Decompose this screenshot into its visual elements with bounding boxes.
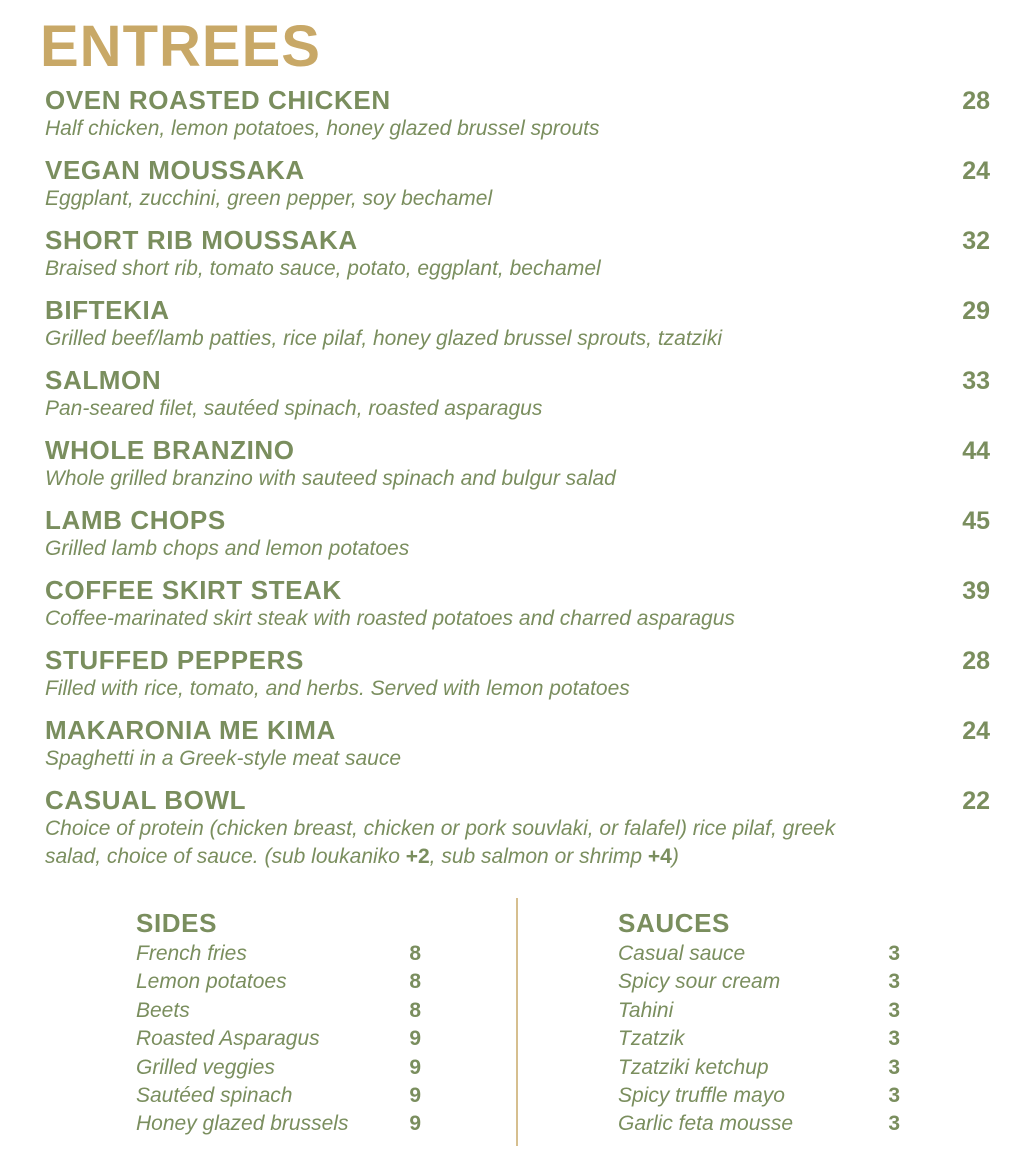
menu-item-description: Grilled beef/lamb patties, rice pilaf, honey glazed brussel sprouts, tzatziki [45, 327, 722, 350]
list-item [618, 1054, 900, 1082]
menu-item-casual-bowl [45, 784, 990, 871]
page-title: ENTREES [40, 14, 321, 79]
menu-item-price: 28 [962, 87, 990, 115]
side-price: 9 [409, 1055, 421, 1079]
menu-item [45, 714, 990, 773]
list-item [618, 940, 900, 968]
surcharge-loukaniko: +2 [405, 845, 430, 868]
menu-item-name: STUFFED PEPPERS [45, 645, 304, 675]
side-price: 9 [409, 1112, 421, 1136]
menu-item-price: 22 [962, 787, 990, 815]
list-item [136, 1054, 421, 1082]
surcharge-salmon-shrimp: +4 [647, 845, 672, 868]
menu-item-description: Eggplant, zucchini, green pepper, soy bechamel [45, 187, 493, 210]
menu-item-name: SALMON [45, 365, 162, 395]
menu-item-description: Spaghetti in a Greek-style meat sauce [45, 747, 402, 770]
menu-item-price: 24 [962, 157, 990, 185]
list-item [618, 1110, 900, 1138]
menu-item-name: SHORT RIB MOUSSAKA [45, 225, 358, 255]
sauce-name: Tahini [618, 998, 674, 1022]
menu-item-name: BIFTEKIA [45, 295, 170, 325]
menu-item-price: 45 [962, 507, 990, 535]
menu-item-price: 24 [962, 717, 990, 745]
sauce-price: 3 [888, 970, 900, 994]
description-line-1: Choice of protein (chicken breast, chicken or pork souvlaki, or falafel) rice pilaf, greek [45, 817, 836, 840]
sauce-name: Garlic feta mousse [618, 1112, 794, 1136]
list-item [136, 968, 421, 996]
menu-item-price: 28 [962, 647, 990, 675]
menu-item-name: VEGAN MOUSSAKA [45, 155, 305, 185]
side-name: Sautéed spinach [136, 1083, 293, 1107]
side-price: 9 [409, 1027, 421, 1051]
entrees-list [45, 84, 990, 882]
sauce-price: 3 [888, 998, 900, 1022]
list-item [136, 1025, 421, 1053]
menu-item [45, 224, 990, 283]
description-text: salad, choice of sauce. (sub loukaniko [45, 845, 406, 868]
side-name: Lemon potatoes [136, 970, 287, 994]
sauce-price: 3 [888, 1112, 900, 1136]
menu-item-description: Coffee-marinated skirt steak with roasted potatoes and charred asparagus [45, 607, 735, 630]
side-name: French fries [136, 942, 247, 965]
side-price: 8 [409, 998, 421, 1022]
side-name: Roasted Asparagus [136, 1027, 320, 1051]
sauce-price: 3 [888, 1027, 900, 1051]
sauces-title: SAUCES [618, 908, 730, 938]
menu-item-description: Grilled lamb chops and lemon potatoes [45, 537, 410, 560]
sauce-name: Tzatziki ketchup [618, 1055, 769, 1079]
list-item [618, 968, 900, 996]
side-name: Honey glazed brussels [136, 1112, 349, 1136]
sauce-name: Spicy sour cream [618, 970, 781, 994]
list-item [136, 997, 421, 1025]
menu-item-price: 33 [962, 367, 990, 395]
menu-item [45, 364, 990, 423]
menu-item [45, 84, 990, 143]
menu-item [45, 294, 990, 353]
menu-item-name: WHOLE BRANZINO [45, 435, 295, 465]
menu-item-price: 44 [962, 437, 990, 465]
sauce-name: Spicy truffle mayo [618, 1083, 785, 1107]
menu-item [45, 644, 990, 703]
menu-item-name: CASUAL BOWL [45, 785, 247, 815]
description-text: , sub salmon or shrimp [429, 845, 648, 868]
side-price: 8 [409, 970, 421, 994]
menu-item [45, 504, 990, 563]
menu-item-price: 32 [962, 227, 990, 255]
menu-item [45, 574, 990, 633]
menu-item-description: Whole grilled branzino with sauteed spinach and bulgur salad [45, 467, 616, 490]
menu-item-name: OVEN ROASTED CHICKEN [45, 85, 391, 115]
menu-item-price: 29 [962, 297, 990, 325]
side-price: 9 [409, 1083, 421, 1107]
sauce-price: 3 [888, 1083, 900, 1107]
description-text: ) [671, 845, 679, 868]
side-price: 8 [409, 942, 421, 965]
menu-item-description: Half chicken, lemon potatoes, honey glazed brussel sprouts [45, 117, 600, 140]
sauces-section [618, 906, 900, 1139]
menu-item-price: 39 [962, 577, 990, 605]
sauce-price: 3 [888, 942, 900, 965]
menu-item-description: Filled with rice, tomato, and herbs. Served with lemon potatoes [45, 677, 630, 700]
menu-item [45, 154, 990, 213]
menu-item-name: LAMB CHOPS [45, 505, 226, 535]
sides-title: SIDES [136, 908, 218, 938]
menu-item-description: Braised short rib, tomato sauce, potato, eggplant, bechamel [45, 257, 601, 280]
side-name: Grilled veggies [136, 1055, 275, 1079]
menu-item-name: MAKARONIA ME KIMA [45, 715, 336, 745]
list-item [136, 1082, 421, 1110]
menu-item-description: Pan-seared filet, sautéed spinach, roasted asparagus [45, 397, 543, 420]
menu-item-description [45, 815, 990, 871]
list-item [136, 940, 421, 968]
side-name: Beets [136, 998, 190, 1022]
list-item [618, 997, 900, 1025]
menu-item [45, 434, 990, 493]
menu-item-name: COFFEE SKIRT STEAK [45, 575, 342, 605]
sauce-name: Tzatzik [618, 1027, 685, 1051]
sides-section [136, 906, 421, 1139]
list-item [618, 1025, 900, 1053]
sauce-price: 3 [888, 1055, 900, 1079]
column-divider [516, 898, 518, 1146]
list-item [136, 1110, 421, 1138]
sauce-name: Casual sauce [618, 942, 746, 965]
list-item [618, 1082, 900, 1110]
